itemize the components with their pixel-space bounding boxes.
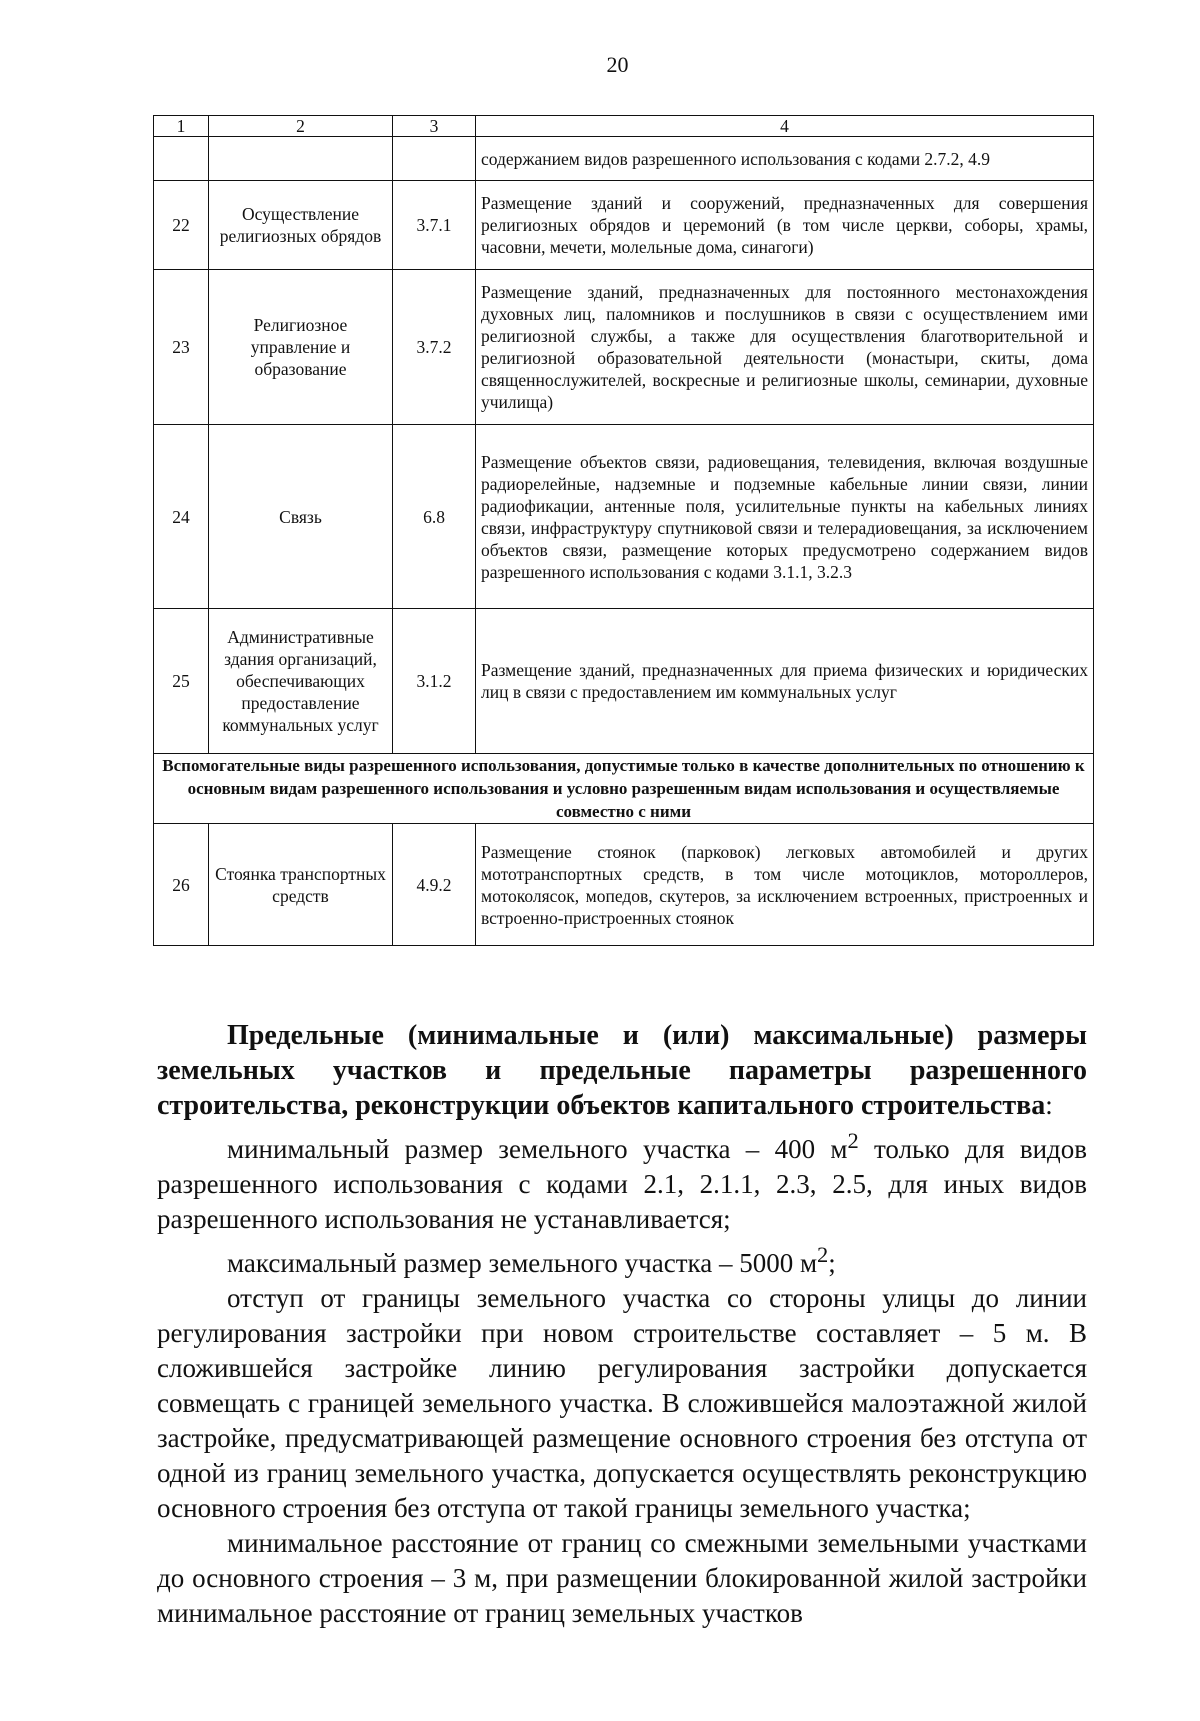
min-size-paragraph	[157, 1123, 1087, 1237]
limits-heading-paragraph	[157, 1018, 1087, 1123]
section-title: Вспомогательные виды разрешенного использования, допустимые только в качестве дополнительных по отношению к основным видам разрешенного использования и условно разрешенным видам использования и осуществляемые совместно с ними	[154, 754, 1094, 824]
land-use-table	[153, 115, 1094, 946]
row-code: 3.1.2	[393, 609, 476, 754]
table-row	[154, 609, 1094, 754]
row-description: Размещение зданий, предназначенных для постоянного местонахождения духовных лиц, паломников и послушников в связи с осуществлением ими религиозной службы, а также для осуществления благотворительной и религиозной образовательной деятельности (монастыри, скиты, дома священнослужителей, воскресные и религиозные школы, семинарии, духовные училища)	[476, 270, 1094, 425]
header-cell: 4	[476, 116, 1094, 137]
table-row-continuation	[154, 137, 1094, 181]
table-row	[154, 425, 1094, 609]
max-size-text: максимальный размер земельного участка – 5000 м	[227, 1248, 818, 1278]
min-size-text: минимальный размер земельного участка – 400 м	[227, 1134, 848, 1164]
row-description: содержанием видов разрешенного использования с кодами 2.7.2, 4.9	[476, 137, 1094, 181]
row-code: 6.8	[393, 425, 476, 609]
row-name: Религиозное управление и образование	[209, 270, 393, 425]
unit-superscript: 2	[817, 1242, 829, 1267]
row-description: Размещение зданий, предназначенных для приема физических и юридических лиц в связи с предоставлением им коммунальных услуг	[476, 609, 1094, 754]
min-size-text-cont: только для видов разрешенного использования с кодами 2.1, 2.1.1, 2.3, 2.5, для иных видов разрешенного использования не устанавливается;	[157, 1134, 1088, 1234]
header-cell: 2	[209, 116, 393, 137]
table-row	[154, 181, 1094, 270]
row-name: Стоянка транспортных средств	[209, 824, 393, 946]
row-number: 22	[154, 181, 209, 270]
header-cell: 1	[154, 116, 209, 137]
max-size-text-cont: ;	[828, 1248, 836, 1278]
section-row	[154, 754, 1094, 824]
table-header-row	[154, 116, 1094, 137]
row-code: 3.7.2	[393, 270, 476, 425]
row-number: 25	[154, 609, 209, 754]
unit-superscript: 2	[847, 1128, 859, 1153]
table-row	[154, 824, 1094, 946]
row-code: 3.7.1	[393, 181, 476, 270]
row-name: Осуществление религиозных обрядов	[209, 181, 393, 270]
row-name: Административные здания организаций, обеспечивающих предоставление коммунальных услуг	[209, 609, 393, 754]
row-description: Размещение объектов связи, радиовещания, телевидения, включая воздушные радиорелейные, надземные и подземные кабельные линии связи, линии радиофикации, антенные поля, усилительные пункты на кабельных линиях связи, инфраструктуру спутниковой связи и телерадиовещания, за исключением объектов связи, размещение которых предусмотрено содержанием видов разрешенного использования с кодами 3.1.1, 3.2.3	[476, 425, 1094, 609]
table-row	[154, 270, 1094, 425]
row-number: 23	[154, 270, 209, 425]
limits-heading: Предельные (минимальные и (или) максимальные) размеры земельных участков и предельные параметры разрешенного строительства, реконструкции объектов капитального строительства	[157, 1020, 1087, 1121]
row-description: Размещение стоянок (парковок) легковых автомобилей и других мототранспортных средств, в том числе мотоциклов, мотороллеров, мотоколясок, мопедов, скутеров, за исключением встроенных, пристроенных и встроенно-пристроенных стоянок	[476, 824, 1094, 946]
page-number: 20	[606, 52, 629, 77]
header-cell: 3	[393, 116, 476, 137]
setback-paragraph: отступ от границы земельного участка со стороны улицы до линии регулирования застройки при новом строительстве составляет – 5 м. В сложившейся застройке линию регулирования застройки допускается совмещать с границей земельного участка. В сложившейся малоэтажной жилой застройке, предусматривающей размещение основного строения без отступа от одной из границ земельного участка, допускается осуществлять реконструкцию основного строения без отступа от такой границы земельного участка;	[157, 1283, 1087, 1523]
row-name: Связь	[209, 425, 393, 609]
min-distance-paragraph: минимальное расстояние от границ со смежными земельными участками до основного строения – 3 м, при размещении блокированной жилой застройки минимальное расстояние от границ земельных участков	[157, 1528, 1087, 1628]
row-number: 26	[154, 824, 209, 946]
limits-section	[157, 1018, 1087, 1631]
max-size-paragraph	[157, 1237, 1087, 1281]
heading-colon: :	[1045, 1090, 1053, 1120]
row-description: Размещение зданий и сооружений, предназначенных для совершения религиозных обрядов и церемоний (в том числе церкви, соборы, храмы, часовни, мечети, молельные дома, синагоги)	[476, 181, 1094, 270]
row-code: 4.9.2	[393, 824, 476, 946]
row-number: 24	[154, 425, 209, 609]
